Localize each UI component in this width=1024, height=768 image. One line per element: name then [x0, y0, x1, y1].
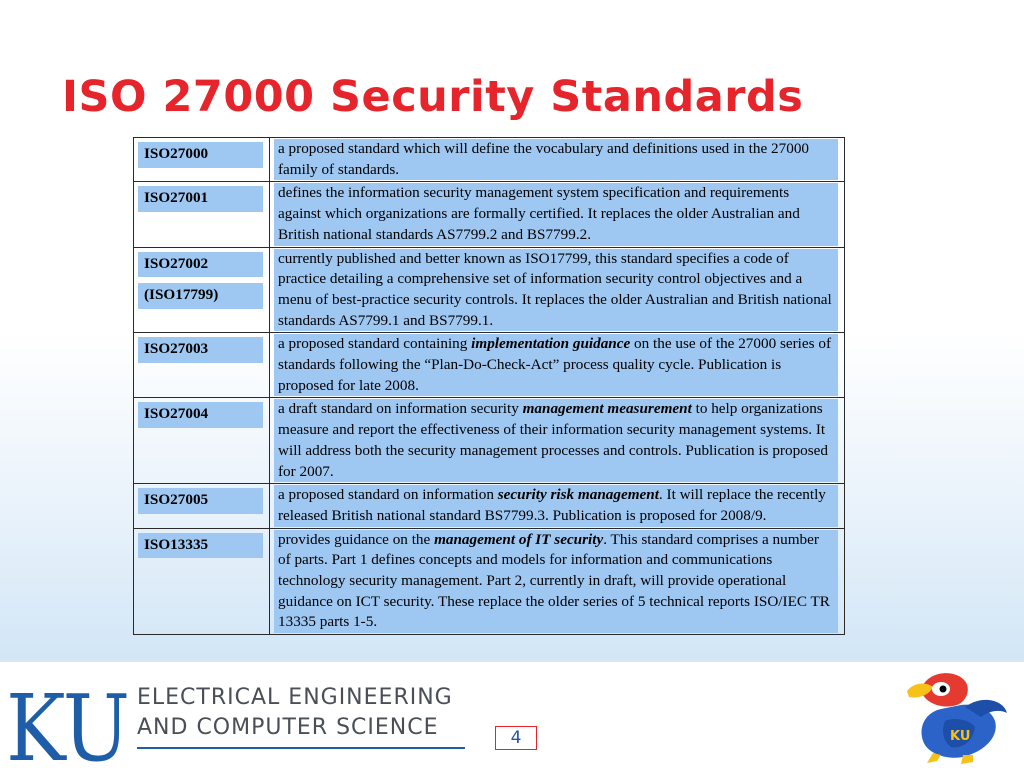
standard-description-cell [270, 247, 845, 333]
standard-description: a draft standard on information security management measurement to help organizations measure and report the effectiveness of their information security management systems. It will address both the security management processes and controls. Publication is proposed for 2007. [274, 399, 838, 482]
standard-description: a proposed standard which will define the vocabulary and definitions used in the 27000 family of standards. [274, 139, 838, 180]
jayhawk-mascot-icon [903, 665, 1013, 765]
standard-description-cell [270, 182, 845, 247]
table-row [134, 182, 845, 247]
footer-divider [0, 660, 1024, 662]
ku-logo-icon [6, 675, 132, 768]
standard-description: a proposed standard on information security risk management. It will replace the recently released British national standard BS7799.3. Publication is proposed for 2008/9. [274, 485, 838, 526]
standard-code: ISO27005 [138, 488, 263, 514]
emphasis-text: implementation guidance [471, 335, 631, 353]
slide-title: ISO 27000 Security Standards [62, 72, 804, 122]
table-row [134, 138, 845, 182]
standard-description-cell [270, 484, 845, 528]
standard-code: ISO27000 [138, 142, 263, 168]
mascot-letters: KU [950, 729, 971, 744]
standard-code-cell [134, 528, 270, 635]
table-row [134, 484, 845, 528]
standard-description-cell [270, 138, 845, 182]
standard-description: currently published and better known as ISO17799, this standard specifies a code of practice detailing a comprehensive set of information security control objectives and a menu of best-practice security controls. It replaces the older Australian and British national standards AS7799.1 and BS7799.1. [274, 249, 838, 332]
standards-table [133, 137, 845, 635]
standard-code: ISO27003 [138, 337, 263, 363]
table-row [134, 333, 845, 398]
standard-code: ISO27002 [138, 252, 263, 278]
emphasis-text: management of IT security [434, 530, 604, 548]
standard-code-alias: (ISO17799) [138, 283, 263, 309]
standard-code-cell [134, 398, 270, 484]
standard-description-cell [270, 528, 845, 635]
standard-description: provides guidance on the management of IT security. This standard comprises a number of parts. Part 1 defines concepts and models for information and communications technology security management. Part 2, currently in draft, will provide operational guidance on ICT security. These replace the older series of 5 technical reports ISO/IEC TR 13335 parts 1-5. [274, 530, 838, 634]
emphasis-text: security risk management [497, 486, 659, 504]
emphasis-text: management measurement [522, 400, 692, 418]
standard-code-cell [134, 247, 270, 333]
table-row [134, 398, 845, 484]
department-underline [137, 747, 465, 749]
standard-code: ISO27004 [138, 402, 263, 428]
standard-code-cell [134, 138, 270, 182]
standard-description-cell [270, 333, 845, 398]
standard-code-cell [134, 333, 270, 398]
department-name [137, 683, 453, 743]
standard-description: defines the information security management system specification and requirements against which organizations are formally certified. It replaces the older Australian and British national standards AS7799.2 and BS7799.2. [274, 183, 838, 245]
standard-code-cell [134, 182, 270, 247]
department-line-1: ELECTRICAL ENGINEERING [137, 685, 453, 710]
ku-logo-text: KU [6, 675, 130, 768]
standard-code-cell [134, 484, 270, 528]
standard-code: ISO27001 [138, 186, 263, 212]
page-number: 4 [495, 726, 537, 750]
standard-description-cell [270, 398, 845, 484]
table-row [134, 528, 845, 635]
standard-description: a proposed standard containing implementation guidance on the use of the 27000 series of standards following the “Plan-Do-Check-Act” process quality cycle. Publication is proposed for late 2008. [274, 334, 838, 396]
table-row [134, 247, 845, 333]
standard-code: ISO13335 [138, 533, 263, 559]
department-line-2: AND COMPUTER SCIENCE [137, 715, 439, 740]
